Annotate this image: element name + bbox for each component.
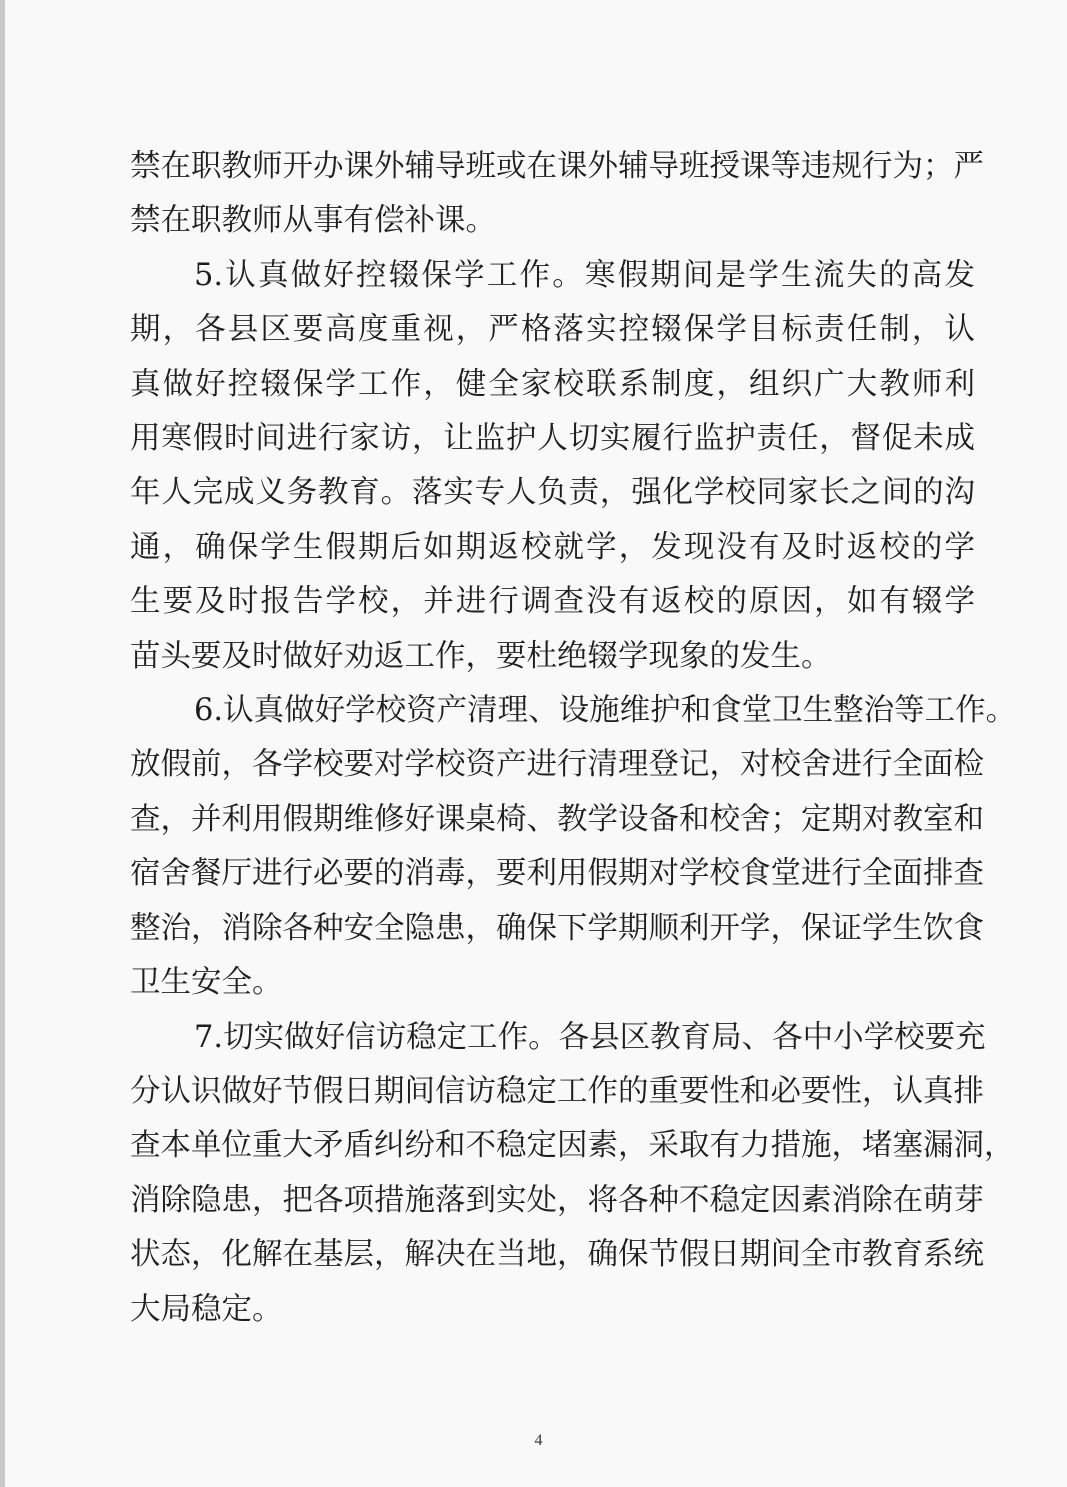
- text-line: 年人完成义务教育。落实专人负责，强化学校同家长之间的沟: [130, 475, 975, 511]
- page-number: 4: [534, 1432, 543, 1449]
- text-line: 放假前，各学校要对学校资产进行清理登记，对校舍进行全面检: [130, 747, 984, 783]
- text-line: 消除隐患，把各项措施落到实处，将各种不稳定因素消除在萌芽: [130, 1182, 984, 1218]
- body-text: [130, 140, 1017, 1337]
- text-line: 查本单位重大矛盾纠纷和不稳定因素，采取有力措施，堵塞漏洞，: [130, 1128, 1015, 1164]
- text-line: 分认识做好节假日期间信访稳定工作的重要性和必要性，认真排: [130, 1073, 984, 1109]
- text-line: 大局稳定。: [130, 1291, 283, 1327]
- text-line: 通，确保学生假期后如期返校就学，发现没有及时返校的学: [130, 529, 975, 565]
- text-line: 7.切实做好信访稳定工作。各县区教育局、各中小学校要充: [194, 1019, 986, 1055]
- text-line: 期，各县区要高度重视，严格落实控辍保学目标责任制，认: [130, 312, 975, 348]
- text-line: 苗头要及时做好劝返工作，要杜绝辍学现象的发生。: [130, 638, 832, 674]
- paragraph-continuation: [130, 140, 984, 249]
- text-line: 查，并利用假期维修好课桌椅、教学设备和校舍；定期对教室和: [130, 801, 984, 837]
- text-line: 真做好控辍保学工作，健全家校联系制度，组织广大教师利: [130, 366, 975, 402]
- text-line: 禁在职教师从事有偿补课。: [130, 203, 496, 239]
- paragraph-item-6: [130, 684, 1017, 1010]
- text-line: 6.认真做好学校资产清理、设施维护和食堂卫生整治等工作。: [194, 693, 1017, 729]
- paragraph-item-5: [130, 249, 975, 684]
- text-line: 5.认真做好控辍保学工作。寒假期间是学生流失的高发: [194, 257, 975, 293]
- text-line: 生要及时报告学校，并进行调查没有返校的原因，如有辍学: [130, 584, 975, 620]
- text-line: 状态，化解在基层，解决在当地，确保节假日期间全市教育系统: [130, 1237, 984, 1273]
- text-line: 卫生安全。: [130, 965, 283, 1001]
- text-line: 整治，消除各种安全隐患，确保下学期顺利开学，保证学生饮食: [130, 910, 984, 946]
- paragraph-item-7: [130, 1011, 1015, 1337]
- text-line: 宿舍餐厅进行必要的消毒，要利用假期对学校食堂进行全面排查: [130, 856, 984, 892]
- text-line: 用寒假时间进行家访，让监护人切实履行监护责任，督促未成: [130, 421, 975, 457]
- text-line: 禁在职教师开办课外辅导班或在课外辅导班授课等违规行为；严: [130, 149, 984, 184]
